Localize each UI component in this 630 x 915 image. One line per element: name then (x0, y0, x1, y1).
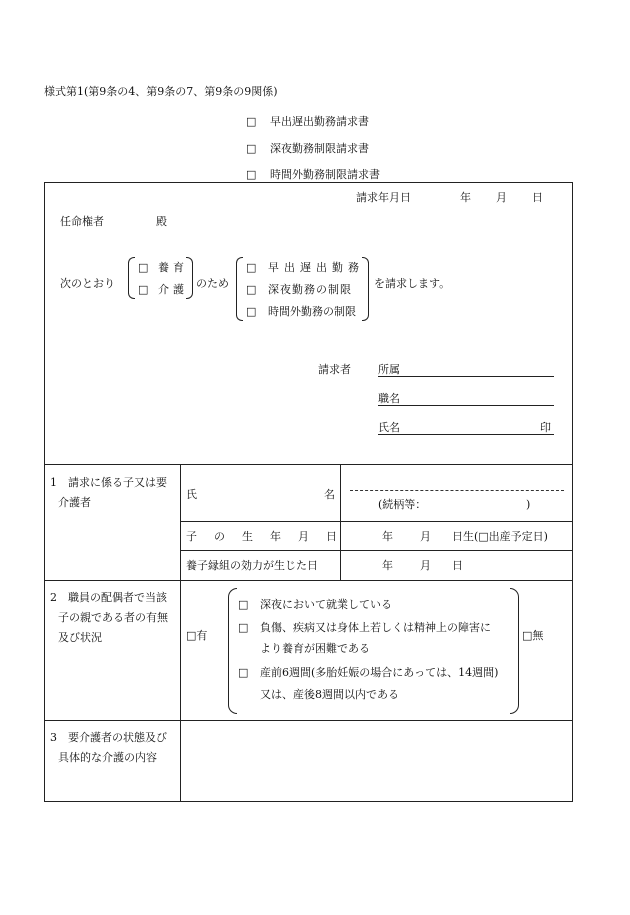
checkbox[interactable]: □ (246, 168, 257, 181)
form-reference: 様式第1(第9条の4、第9条の7、第9条の9関係) (44, 85, 278, 98)
name-label-2: 名 (324, 488, 335, 501)
checkbox[interactable]: □ (138, 283, 149, 296)
request-date-label: 請求年月日 (356, 191, 411, 204)
checkbox[interactable]: □ (238, 621, 249, 634)
name-label: 氏名 (378, 421, 400, 434)
type-overtime-limit: 時間外勤務の制限 (268, 305, 356, 318)
checkbox[interactable]: □ (238, 666, 249, 679)
checkbox[interactable]: □ (246, 305, 257, 318)
addressee: 任命権者 (60, 215, 104, 228)
honorific: 殿 (156, 215, 167, 228)
adoption-date-label: 養子縁組の効力が生じた日 (186, 559, 318, 572)
reason-childcare: 養育 (158, 261, 188, 274)
affiliation-line[interactable] (378, 376, 554, 377)
adoption-day: 日 (452, 559, 463, 572)
requester-label: 請求者 (318, 363, 351, 376)
condition-2-line1: 負傷、疾病又は身体上若しくは精神上の障害に (260, 621, 491, 634)
care-details-field[interactable] (182, 722, 570, 800)
spouse-yes-checkbox[interactable]: □有 (186, 629, 208, 642)
section3-label-2: 具体的な介護の内容 (58, 751, 157, 764)
bracket (510, 588, 519, 714)
checkbox[interactable]: □ (246, 283, 257, 296)
affiliation-label: 所属 (378, 363, 400, 376)
section2-label-3: 及び状況 (58, 631, 102, 644)
checkbox[interactable]: □ (138, 261, 149, 274)
spouse-no-checkbox[interactable]: □無 (522, 629, 544, 642)
type-night-limit: 深夜勤務の制限 (268, 283, 352, 296)
bracket (186, 257, 193, 299)
reason-nursing: 介護 (158, 283, 188, 296)
date-year: 年 (460, 191, 471, 204)
job-title-line[interactable] (378, 405, 554, 406)
adoption-month: 月 (420, 559, 431, 572)
section2-label-2: 子の親である者の有無 (58, 611, 168, 624)
for-label: のため (196, 277, 229, 290)
seal-mark: 印 (540, 421, 551, 434)
section3-label-1: 3 要介護者の状態及び (50, 731, 167, 744)
title-early-late: 早出遅出勤務請求書 (270, 115, 369, 128)
child-name-line[interactable] (350, 490, 564, 491)
condition-3-line2: 又は、産後8週間以内である (260, 688, 399, 701)
relation-label: (続柄等： (378, 498, 427, 511)
condition-2-line2: より養育が困難である (260, 642, 370, 655)
birth-day-expected: 日生(□出産予定日) (452, 530, 548, 543)
type-early-late: 早出遅出勤務 (268, 261, 364, 274)
checkbox[interactable]: □ (238, 598, 249, 611)
section1-label-1: 1 請求に係る子又は要 (50, 476, 167, 489)
birth-year: 年 (382, 530, 393, 543)
title-night-limit: 深夜勤務制限請求書 (270, 142, 369, 155)
date-month: 月 (496, 191, 507, 204)
request-suffix: を請求します。 (374, 277, 451, 290)
relation-close: ) (526, 498, 531, 511)
job-title-label: 職名 (378, 392, 400, 405)
condition-3-line1: 産前6週間(多胎妊娠の場合にあっては、14週間) (260, 666, 499, 679)
condition-1: 深夜において就業している (260, 598, 392, 611)
adoption-year: 年 (382, 559, 393, 572)
name-label-1: 氏 (186, 488, 197, 501)
intro-text: 次のとおり (60, 277, 115, 290)
birth-date-label: 子 の 生 年 月 日 (186, 530, 340, 543)
bracket (236, 257, 243, 321)
section2-label-1: 2 職員の配偶者で当該 (50, 591, 167, 604)
bracket (362, 257, 369, 321)
bracket (128, 257, 135, 299)
bracket (228, 588, 237, 714)
date-day: 日 (532, 191, 543, 204)
birth-month: 月 (420, 530, 431, 543)
title-overtime-limit: 時間外勤務制限請求書 (270, 168, 380, 181)
name-line[interactable] (378, 434, 554, 435)
checkbox[interactable]: □ (246, 142, 257, 155)
section1-label-2: 介護者 (58, 496, 91, 509)
checkbox[interactable]: □ (246, 261, 257, 274)
checkbox[interactable]: □ (246, 115, 257, 128)
